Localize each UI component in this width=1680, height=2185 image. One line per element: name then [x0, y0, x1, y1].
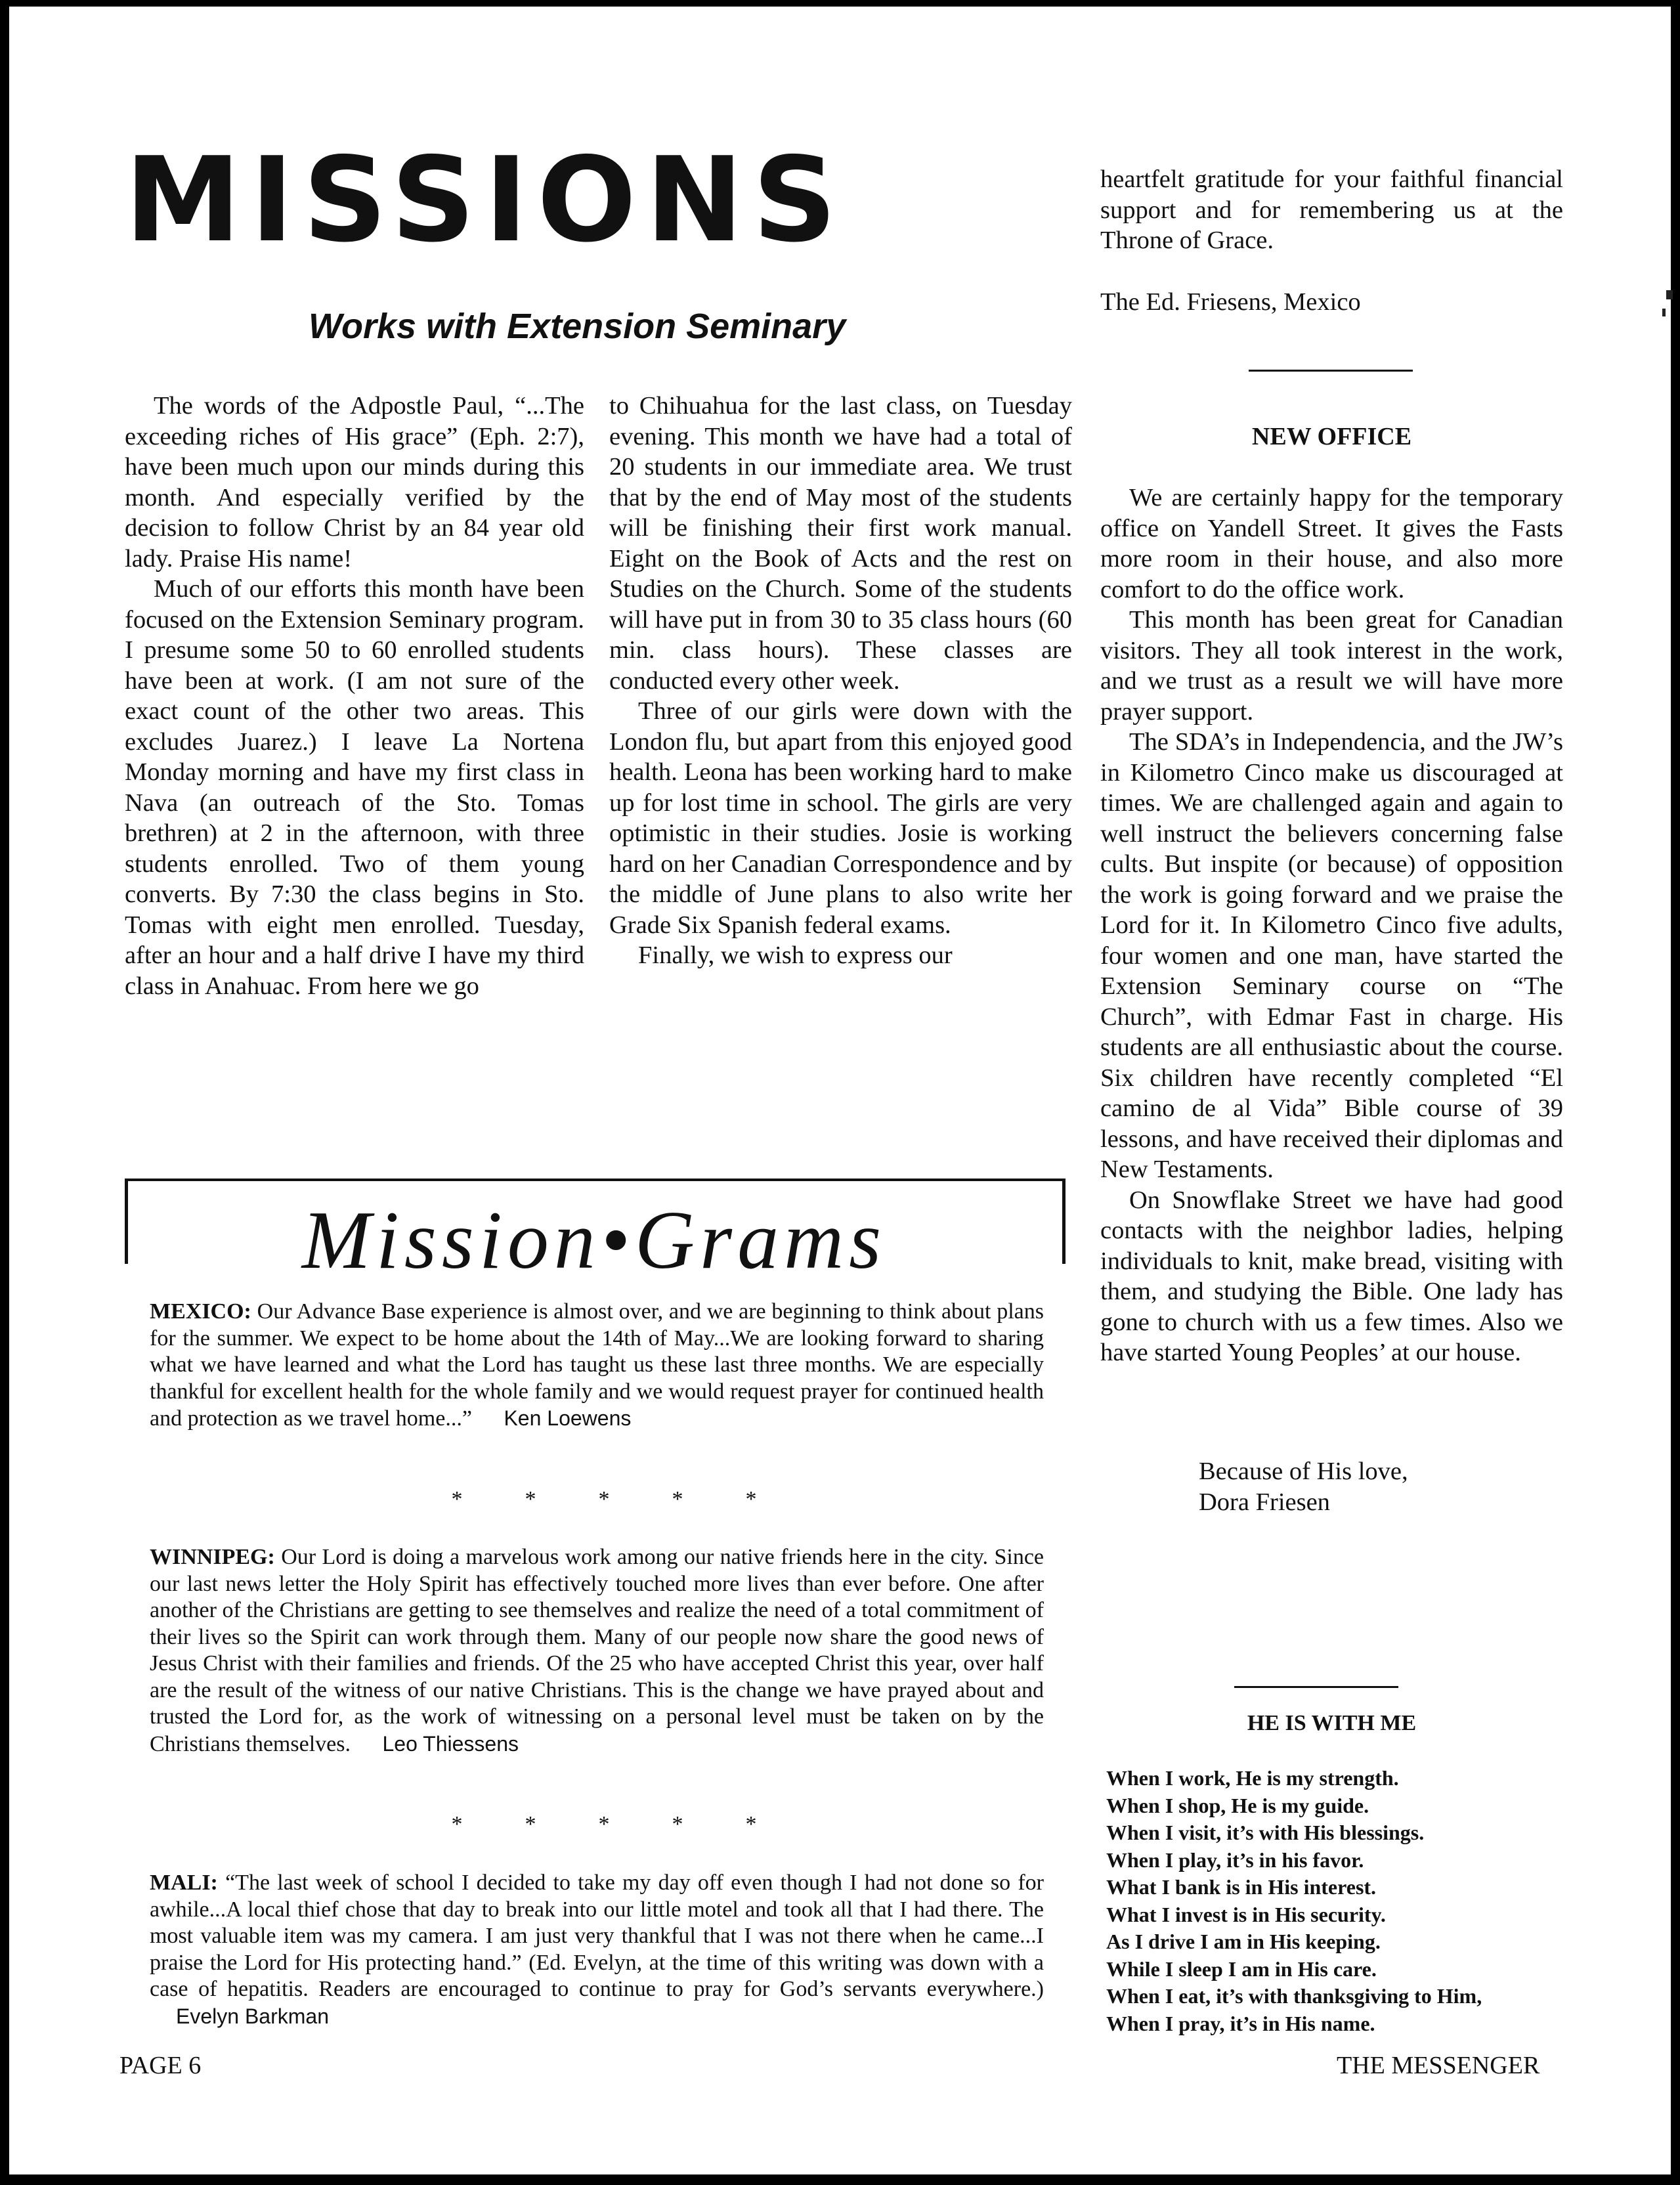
grams-frame-top — [126, 1179, 1065, 1181]
section-divider — [1234, 1686, 1398, 1688]
section-divider — [1249, 370, 1413, 372]
paragraph: The words of the Adpostle Paul, “...The exceeding riches of His grace” (Eph. 2:7), have been much upon our minds during this month. And especially verified by the decision to follow Christ by an 84 year old lady. Praise His name! — [125, 392, 584, 573]
poem-line: What I bank is in His interest. — [1106, 1875, 1377, 1899]
paragraph: The SDA’s in Independencia, and the JW’s in Kilometro Cinco make us discouraged at times. We are challenged again and again to well instruct the believers concerning false cults. But inspite (or because) of opposition the work is going forward and we praise the Lord for it. In Kilometro Cinco five adults, four women and one man, have started the Extension Seminary course on “The Church”, with Edmar Fast in charge. His students are all enthusiastic about the course. Six children have recently completed “El camino de al Vida” Bible course of 39 lessons, and have received their diplomas and New Testaments. — [1100, 728, 1563, 1183]
scan-smudge — [1666, 290, 1673, 299]
gram-author: Evelyn Barkman — [176, 2004, 329, 2028]
paragraph: heartfelt gratitude for your faithful financial support and for remembering us at the Throne of Grace. — [1100, 165, 1563, 254]
poem-line: While I sleep I am in His care. — [1106, 1957, 1377, 1981]
poem-line: When I shop, He is my guide. — [1106, 1793, 1369, 1817]
gram-place: MALI: — [150, 1871, 218, 1895]
gram-place: MEXICO: — [150, 1299, 251, 1324]
publication-name: THE MESSENGER — [1337, 2052, 1540, 2079]
paragraph: This month has been great for Canadian visitors. They all took interest in the work, and we trust as a result we will have more prayer support. — [1100, 606, 1563, 725]
paragraph: Much of our efforts this month have been focused on the Extension Seminary program. I presume some 50 to 60 enrolled students have been at work. (I am not sure of the exact count of the other two areas. This excludes Juarez.) I leave La Nortena Monday morning and have my first class in Nava (an outreach of the Sto. Tomas brethren) at 2 in the afternoon, with three students enrolled. Two of them young converts. By 7:30 the class begins in Sto. Tomas with eight men enrolled. Tuesday, after an hour and a half drive I have my third class in Anahuac. From here we go — [125, 575, 584, 1000]
paragraph: Three of our girls were down with the London flu, but apart from this enjoyed good health. Leona has been working hard to make up for lost time in school. The girls are very optimistic in their studies. Josie is working hard on her Canadian Correspondence and by the middle of June plans to also write her Grade Six Spanish federal exams. — [609, 697, 1072, 939]
masthead-title: MISSIONS — [125, 132, 846, 268]
article-signature: The Ed. Friesens, Mexico — [1100, 288, 1361, 316]
new-office-body — [1100, 483, 1563, 1368]
poem-line: When I pray, it’s in His name. — [1106, 2011, 1375, 2035]
scan-border-bottom — [0, 2174, 1680, 2185]
poem-body — [1106, 1765, 1579, 2037]
scan-smudge — [1662, 309, 1666, 316]
gram-winnipeg — [150, 1544, 1044, 1758]
gram-mexico — [150, 1299, 1044, 1433]
new-office-closing: Because of His love, Dora Friesen — [1199, 1458, 1408, 1516]
gram-text: Our Lord is doing a marvelous work among our native friends here in the city. Since our last news letter the Holy Spirit has effectively touched more lives than ever before. One after another of the Christians are getting to see themselves and realize the need of a total commitment of their lives so the Spirit can work through them. Many of our people now share the good news of Jesus Christ with their families and friends. Of the 25 who have accepted Christ this year, over half are the result of the witness of our native Christians. This is the change we have prayed about and trusted the Lord for, as the work of witnessing on a personal level must be taken on by the Christians themselves. — [150, 1545, 1044, 1756]
poem-line: As I drive I am in His keeping. — [1106, 1930, 1381, 1953]
article-column-3 — [1100, 164, 1563, 256]
paragraph: Finally, we wish to express our — [638, 941, 953, 969]
gram-place: WINNIPEG: — [150, 1545, 275, 1569]
article-headline: Works with Extension Seminary — [309, 307, 846, 346]
scan-border-left — [0, 0, 9, 2185]
gram-author: Ken Loewens — [504, 1406, 632, 1430]
page-number: PAGE 6 — [119, 2052, 202, 2079]
star-separator: * * * * * — [451, 1487, 757, 1511]
scan-border-top — [0, 0, 1680, 7]
gram-author: Leo Thiessens — [382, 1731, 519, 1756]
paragraph: We are certainly happy for the temporary office on Yandell Street. It gives the Fasts more room in their house, and also more comfort to do the office work. — [1100, 484, 1563, 603]
paragraph: On Snowflake Street we have had good contacts with the neighbor ladies, helping individuals to knit, make bread, visiting with them, and studying the Bible. One lady has gone to church with us a few times. Also we have started Young Peoples’ at our house. — [1100, 1186, 1563, 1366]
gram-text: Our Advance Base experience is almost over, and we are beginning to think about plans for the summer. We expect to be home about the 14th of May...We are looking forward to sharing what we have learned and what the Lord has taught us these last three months. We are especially thankful for excellent health for the whole family and we would request prayer for continued health and protection as we travel home...” — [150, 1299, 1044, 1431]
poem-line: When I work, He is my strength. — [1106, 1766, 1399, 1790]
new-office-headline: NEW OFFICE — [1251, 423, 1412, 450]
article-column-1 — [125, 391, 584, 1001]
star-separator: * * * * * — [451, 1812, 757, 1836]
scan-border-right — [1671, 0, 1680, 2185]
poem-title: HE IS WITH ME — [1247, 1711, 1417, 1735]
poem-line: When I play, it’s in his favor. — [1106, 1848, 1364, 1872]
paragraph: to Chihuahua for the last class, on Tuesday evening. This month we have had a total of 20 students in our immediate area. We trust that by the end of May most of the students will be finishing their first work manual. Eight on the Book of Acts and the rest on Studies on the Church. Some of the students will have put in from 30 to 35 class hours (60 min. class hours). These classes are conducted every other week. — [609, 392, 1072, 695]
gram-text: “The last week of school I decided to take my day off even though I had not done so for awhile...A local thief chose that day to break into our little motel and took all that I had there. The most valuable item was my camera. I am just very thankful that I was not there when he came...I praise the Lord for His protecting hand.” (Ed. Evelyn, at the time of this writing was down with a case of hepatitis. Readers are encouraged to continue to pray for God’s servants everywhere.) — [150, 1871, 1044, 2001]
poem-line: What I invest is in His security. — [1106, 1902, 1386, 1926]
poem-line: When I visit, it’s with His blessings. — [1106, 1821, 1425, 1844]
gram-mali — [150, 1870, 1044, 2030]
article-column-2 — [609, 391, 1072, 971]
poem-line: When I eat, it’s with thanksgiving to Him, — [1106, 1984, 1482, 2008]
mission-grams-title: Mission•Grams — [301, 1195, 887, 1286]
